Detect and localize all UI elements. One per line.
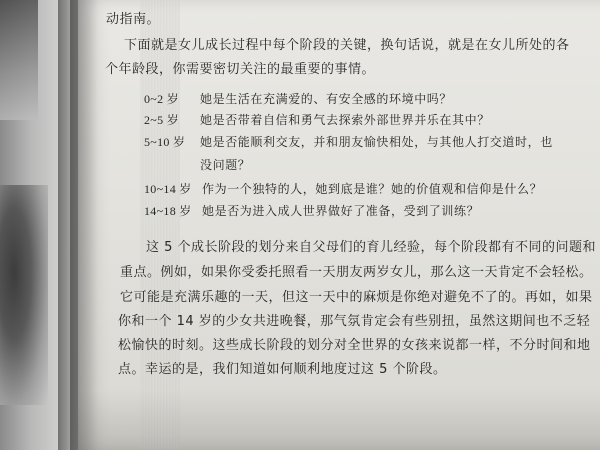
intro-line-1: 下面就是女儿成长过程中每个阶段的关键，换句话说，就是在女儿所处的各 (124, 38, 570, 53)
stage-text-4: 她是否为进入成人世界做好了准备，受到了训练？ (202, 204, 480, 218)
stage-text-1: 她是否带着自信和勇气去探索外部世界并乐在其中？ (200, 113, 490, 127)
book-page (78, 0, 600, 450)
left-page-photo (0, 185, 48, 405)
stage-age-4: 14~18 岁 (144, 204, 192, 218)
intro-line-0: 动指南。 (106, 12, 161, 27)
closing-line-5: 点。幸运的是，我们知道如何顺利地度过这 5 个阶段。 (118, 362, 447, 377)
stage-text-0: 她是生活在充满爱的、有安全感的环境中吗？ (200, 92, 453, 106)
bottom-shadow (78, 390, 600, 450)
stage-text-2-cont: 没问题？ (200, 158, 251, 172)
intro-line-2: 个年龄段，你需要密切关注的最重要的事情。 (105, 62, 376, 77)
stage-text-2: 她是否能顺利交友，并和朋友愉快相处，与其他人打交道时，也 (200, 135, 553, 149)
stage-age-3: 10~14 岁 (144, 182, 192, 196)
closing-line-4: 松愉快的时刻。这些成长阶段的划分对全世界的女孩来说都一样，不分时间和地 (118, 338, 591, 353)
closing-line-1: 重点。例如，如果你受委托照看一天朋友两岁女儿，那么这一天肯定不会轻松。 (120, 265, 593, 280)
stage-age-2: 5~10 岁 (144, 135, 186, 149)
closing-line-3: 你和一个 14 岁的少女共进晚餐，那气氛肯定会有些别扭，虽然这期间也不乏轻 (118, 314, 591, 329)
stage-age-1: 2~5 岁 (144, 113, 179, 127)
stage-age-0: 0~2 岁 (144, 92, 179, 106)
stage-text-3: 作为一个独特的人，她到底是谁？她的价值观和信仰是什么？ (202, 182, 543, 196)
book-gutter-shadow (58, 0, 98, 450)
closing-line-0: 这 5 个成长阶段的划分来自父母们的育儿经验，每个阶段都有不同的问题和 (146, 240, 597, 255)
left-page-photo-top (0, 0, 38, 120)
closing-line-2: 它可能是充满乐趣的一天，但这一天中的麻烦是你绝对避免不了的。再如，如果 (120, 290, 593, 305)
